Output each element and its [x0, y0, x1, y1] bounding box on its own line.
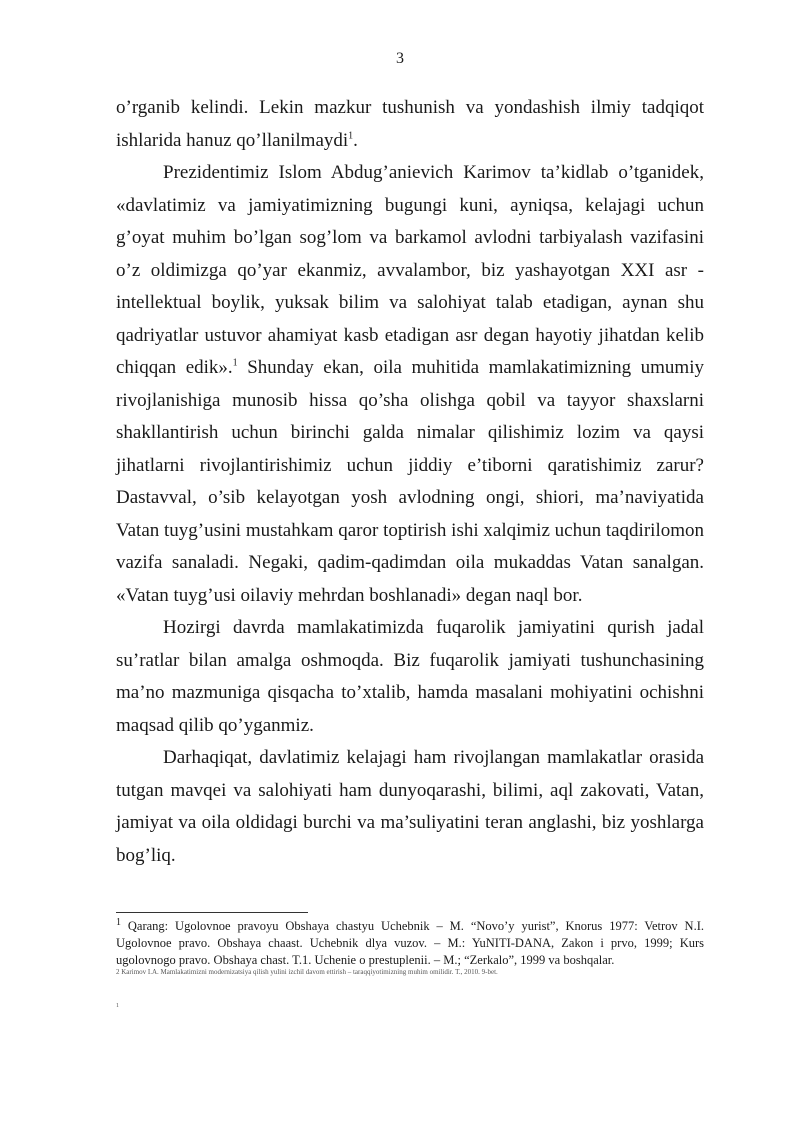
footnote-1-mark: 1	[116, 916, 121, 928]
footnote-divider	[116, 912, 308, 913]
paragraph-2	[116, 157, 704, 612]
paragraph-3-text: Hozirgi davrda mamlakatimizda fuqarolik jamiyatini qurish jadal su’ratlar bilan amalga oshmoqda. Biz fuqarolik jamiyati tushunchasining ma’no mazmuniga qisqacha to’xtalib, hamda masalani mohiyatini ochishni maqsad qilib qo’yganmiz.	[116, 617, 704, 736]
body-text	[116, 92, 704, 872]
page-number: 3	[396, 50, 404, 67]
footnote-ref-2: 1	[232, 357, 238, 369]
paragraph-2-tail: Shunday ekan, oila muhitida mamlakatimizning umumiy rivojlanishiga munosib hissa qo’sha olishga qobil va tayyor shaxslarni shakllantirish uchun birinchi galda nimalar qilishimiz lozim va qaysi jihatlarni rivojlantirishimiz uchun jiddiy e’tiborni qaratishimiz zarur? Dastavval, o’sib kelayotgan yosh avlodning ongi, shiori, ma’naviyatida Vatan tuyg’usini mustahkam qaror toptirish ishi xalqimiz uchun taqdirilomon vazifa sanaladi. Negaki, qadim-qadimdan oila mukaddas Vatan sanalgan. «Vatan tuyg’usi oilaviy mehrdan boshlanadi» degan naql bor.	[116, 357, 704, 606]
footnote-1-text: Qarang: Ugolovnoe pravoyu Obshaya chastyu Uchebnik – M. “Novo’y yurist”, Knorus 1977: Vetrov N.I. Ugolovnoe pravo. Obshaya chaast. Uchebnik dlya vuzov. – M.: YuNITI-DANA, Zakon i prvo, 1999; Kurs ugolovnogo pravo. Obshaya chast. T.1. Uchenie o prestuplenii. – M.; “Zerkalo”, 1999 va boshqalar.	[116, 919, 704, 967]
paragraph-1	[116, 92, 704, 157]
footnote-2: 2 Karimov I.A. Mamlakatimizni modernizatsiya qilish yulini izchil davom ettirish – taraqqiyotimizning muhim omilidir. T., 2010. 9-bet.	[116, 968, 498, 976]
footnote-3-mark: 1	[116, 1003, 119, 1009]
footnote-1	[116, 918, 704, 969]
footnote-ref-1: 1	[348, 130, 354, 142]
paragraph-2-text: Prezidentimiz Islom Abdug’anievich Karimov ta’kidlab o’tganidek, «davlatimiz va jamiyatimizning bugungi kuni, ayniqsa, kelajagi uchun g’oyat muhim bo’lgan sog’lom va barkamol avlodni tarbiyalash vazifasini o’z oldimizga qo’yar ekanmiz, avvalambor, biz yashayotgan XXI asr - intellektual boylik, yuksak bilim va salohiyat talab etadigan, aynan shu qadriyatlar ustuvor ahamiyat kasb etadigan asr degan hayotiy jihatdan kelib chiqqan edik».	[116, 162, 704, 378]
paragraph-1-text: o’rganib kelindi. Lekin mazkur tushunish va yondashish ilmiy tadqiqot ishlarida hanuz qo’llanilmaydi	[116, 97, 704, 151]
paragraph-1-tail: .	[353, 129, 358, 151]
paragraph-4	[116, 742, 704, 872]
footnotes	[116, 918, 704, 969]
paragraph-3	[116, 612, 704, 742]
paragraph-4-text: Darhaqiqat, davlatimiz kelajagi ham rivojlangan mamlakatlar orasida tutgan mavqei va salohiyati ham dunyoqarashi, bilimi, aql zakovati, Vatan, jamiyat va oila oldidagi burchi va ma’suliyatini teran anglashi, biz yoshlarga bog’liq.	[116, 747, 704, 866]
